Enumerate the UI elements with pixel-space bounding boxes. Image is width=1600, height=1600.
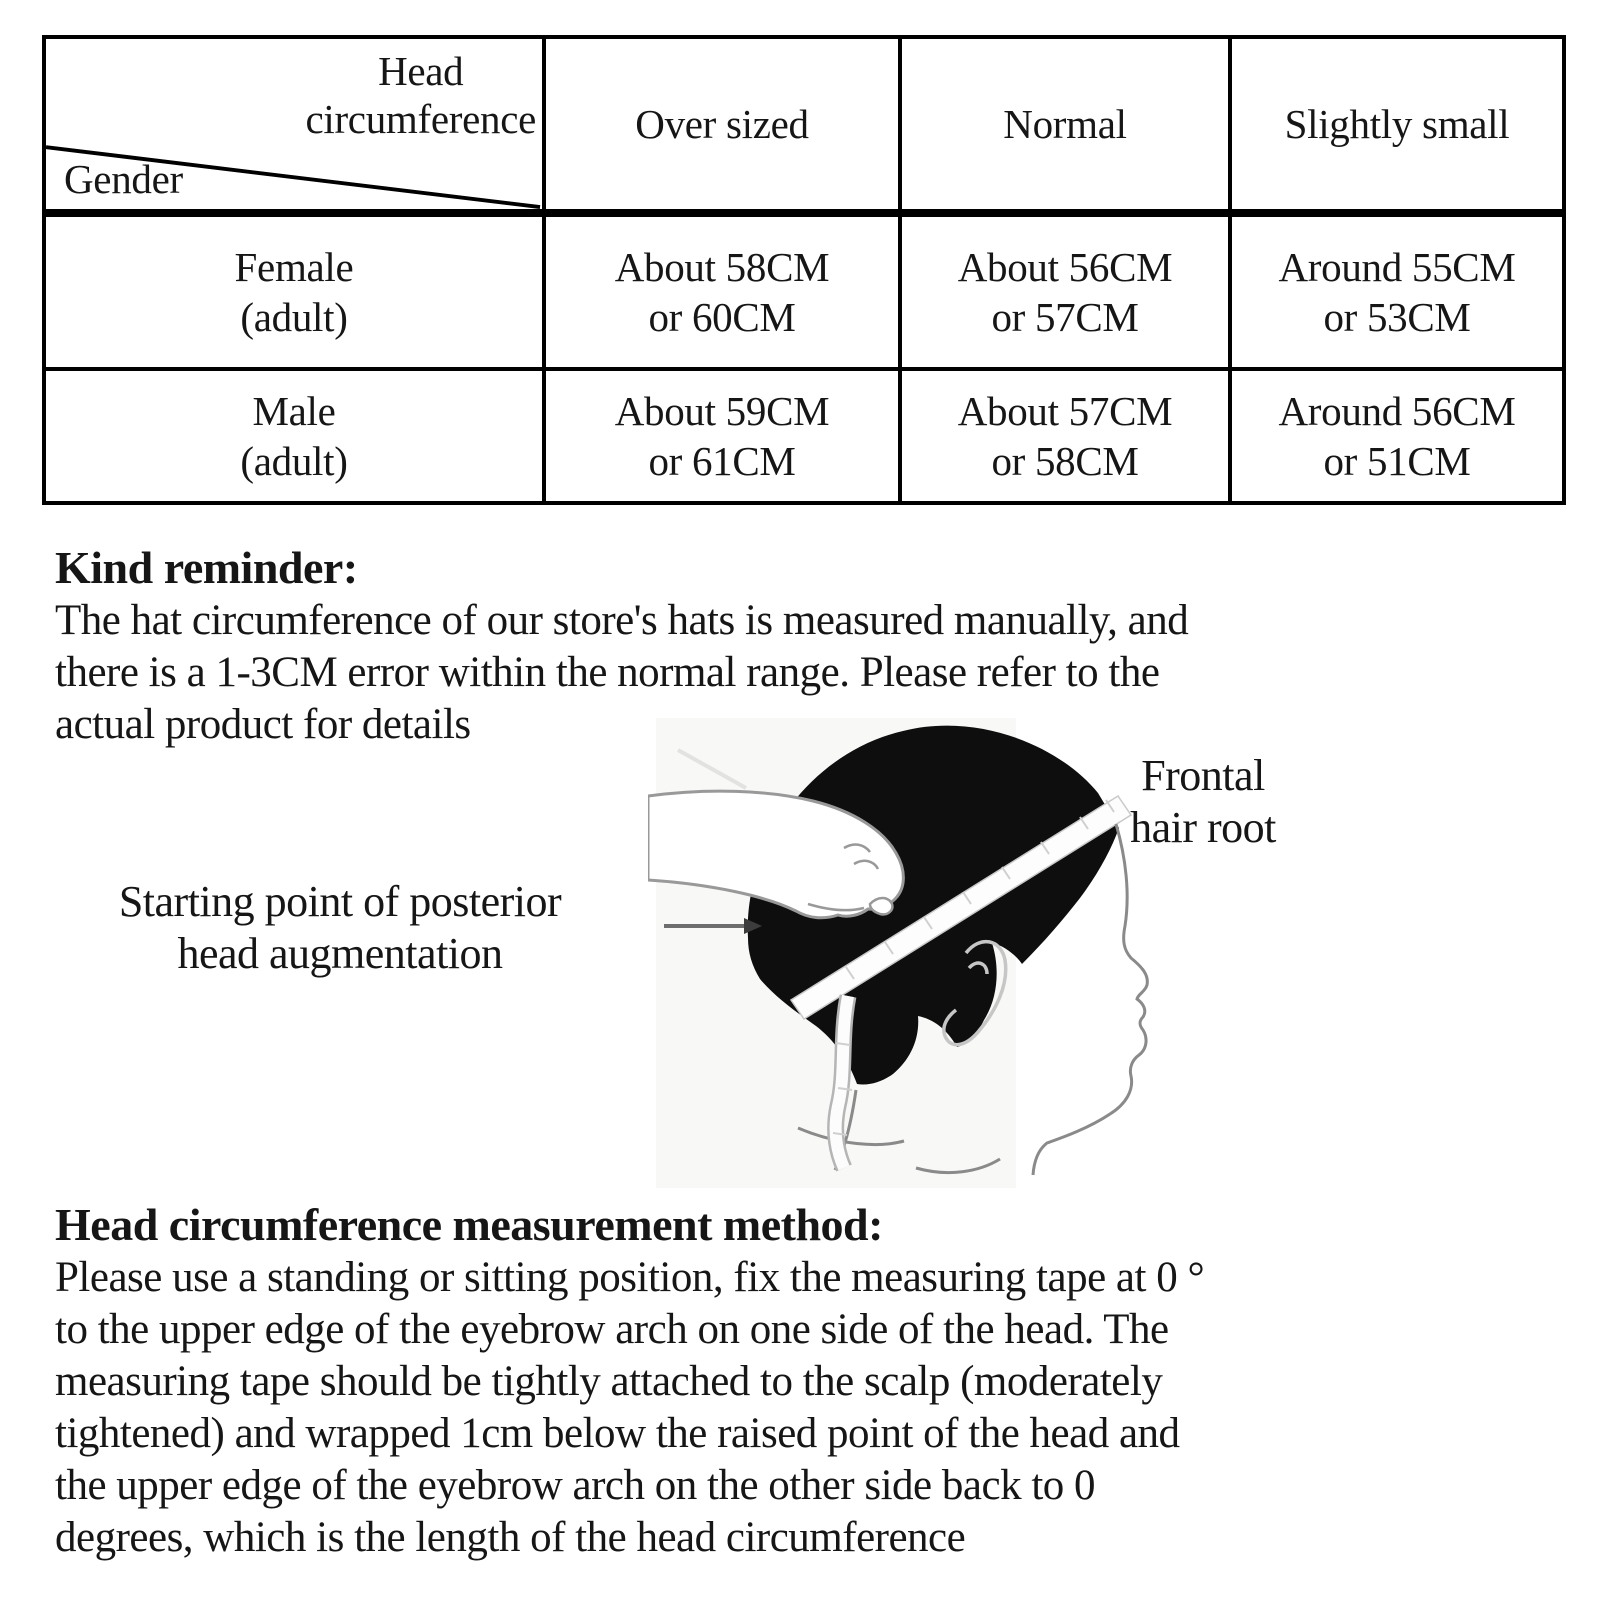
- gender-cell-female: Female (adult): [44, 213, 544, 369]
- kind-reminder-line: actual product for details: [55, 701, 471, 748]
- cell-male-normal: About 57CM or 58CM: [900, 369, 1230, 503]
- corner-label-head-circumference: Head circumference: [305, 48, 536, 142]
- measurement-method-section: [55, 1198, 1204, 1564]
- column-header-over-sized: Over sized: [544, 37, 900, 213]
- cell-female-over-sized: About 58CM or 60CM: [544, 213, 900, 369]
- label-frontal-hair-root: Frontal hair root: [1130, 751, 1276, 852]
- size-table: [42, 35, 1566, 505]
- kind-reminder-heading: Kind reminder:: [55, 542, 358, 593]
- cell-male-slightly-small: Around 56CM or 51CM: [1230, 369, 1564, 503]
- finger-pinch: [870, 898, 892, 914]
- measurement-method-line: tightened) and wrapped 1cm below the raised point of the head and: [55, 1410, 1180, 1457]
- measurement-method-line: degrees, which is the length of the head circumference: [55, 1514, 966, 1561]
- table-row-female: [44, 213, 1564, 369]
- cell-male-over-sized: About 59CM or 61CM: [544, 369, 900, 503]
- label-posterior-starting-point: Starting point of posterior head augmentation: [118, 877, 562, 978]
- measurement-method-line: Please use a standing or sitting position, fix the measuring tape at 0 °: [55, 1254, 1205, 1301]
- column-header-normal: Normal: [900, 37, 1230, 213]
- measurement-method-line: the upper edge of the eyebrow arch on the other side back to 0: [55, 1462, 1096, 1509]
- size-table-section: [42, 35, 1566, 505]
- corner-header-cell: [44, 37, 544, 213]
- kind-reminder-line: The hat circumference of our store's hats is measured manually, and: [55, 597, 1189, 644]
- measurement-method-heading: Head circumference measurement method:: [55, 1199, 883, 1250]
- cell-female-normal: About 56CM or 57CM: [900, 213, 1230, 369]
- measurement-method-line: to the upper edge of the eyebrow arch on one side of the head. The: [55, 1306, 1169, 1353]
- gender-cell-male: Male (adult): [44, 369, 544, 503]
- table-row-male: [44, 369, 1564, 503]
- cell-female-slightly-small: Around 55CM or 53CM: [1230, 213, 1564, 369]
- column-header-slightly-small: Slightly small: [1230, 37, 1564, 213]
- kind-reminder-line: there is a 1-3CM error within the normal range. Please refer to the: [55, 649, 1160, 696]
- measurement-method-line: measuring tape should be tightly attached to the scalp (moderately: [55, 1358, 1163, 1405]
- corner-label-gender: Gender: [64, 156, 183, 202]
